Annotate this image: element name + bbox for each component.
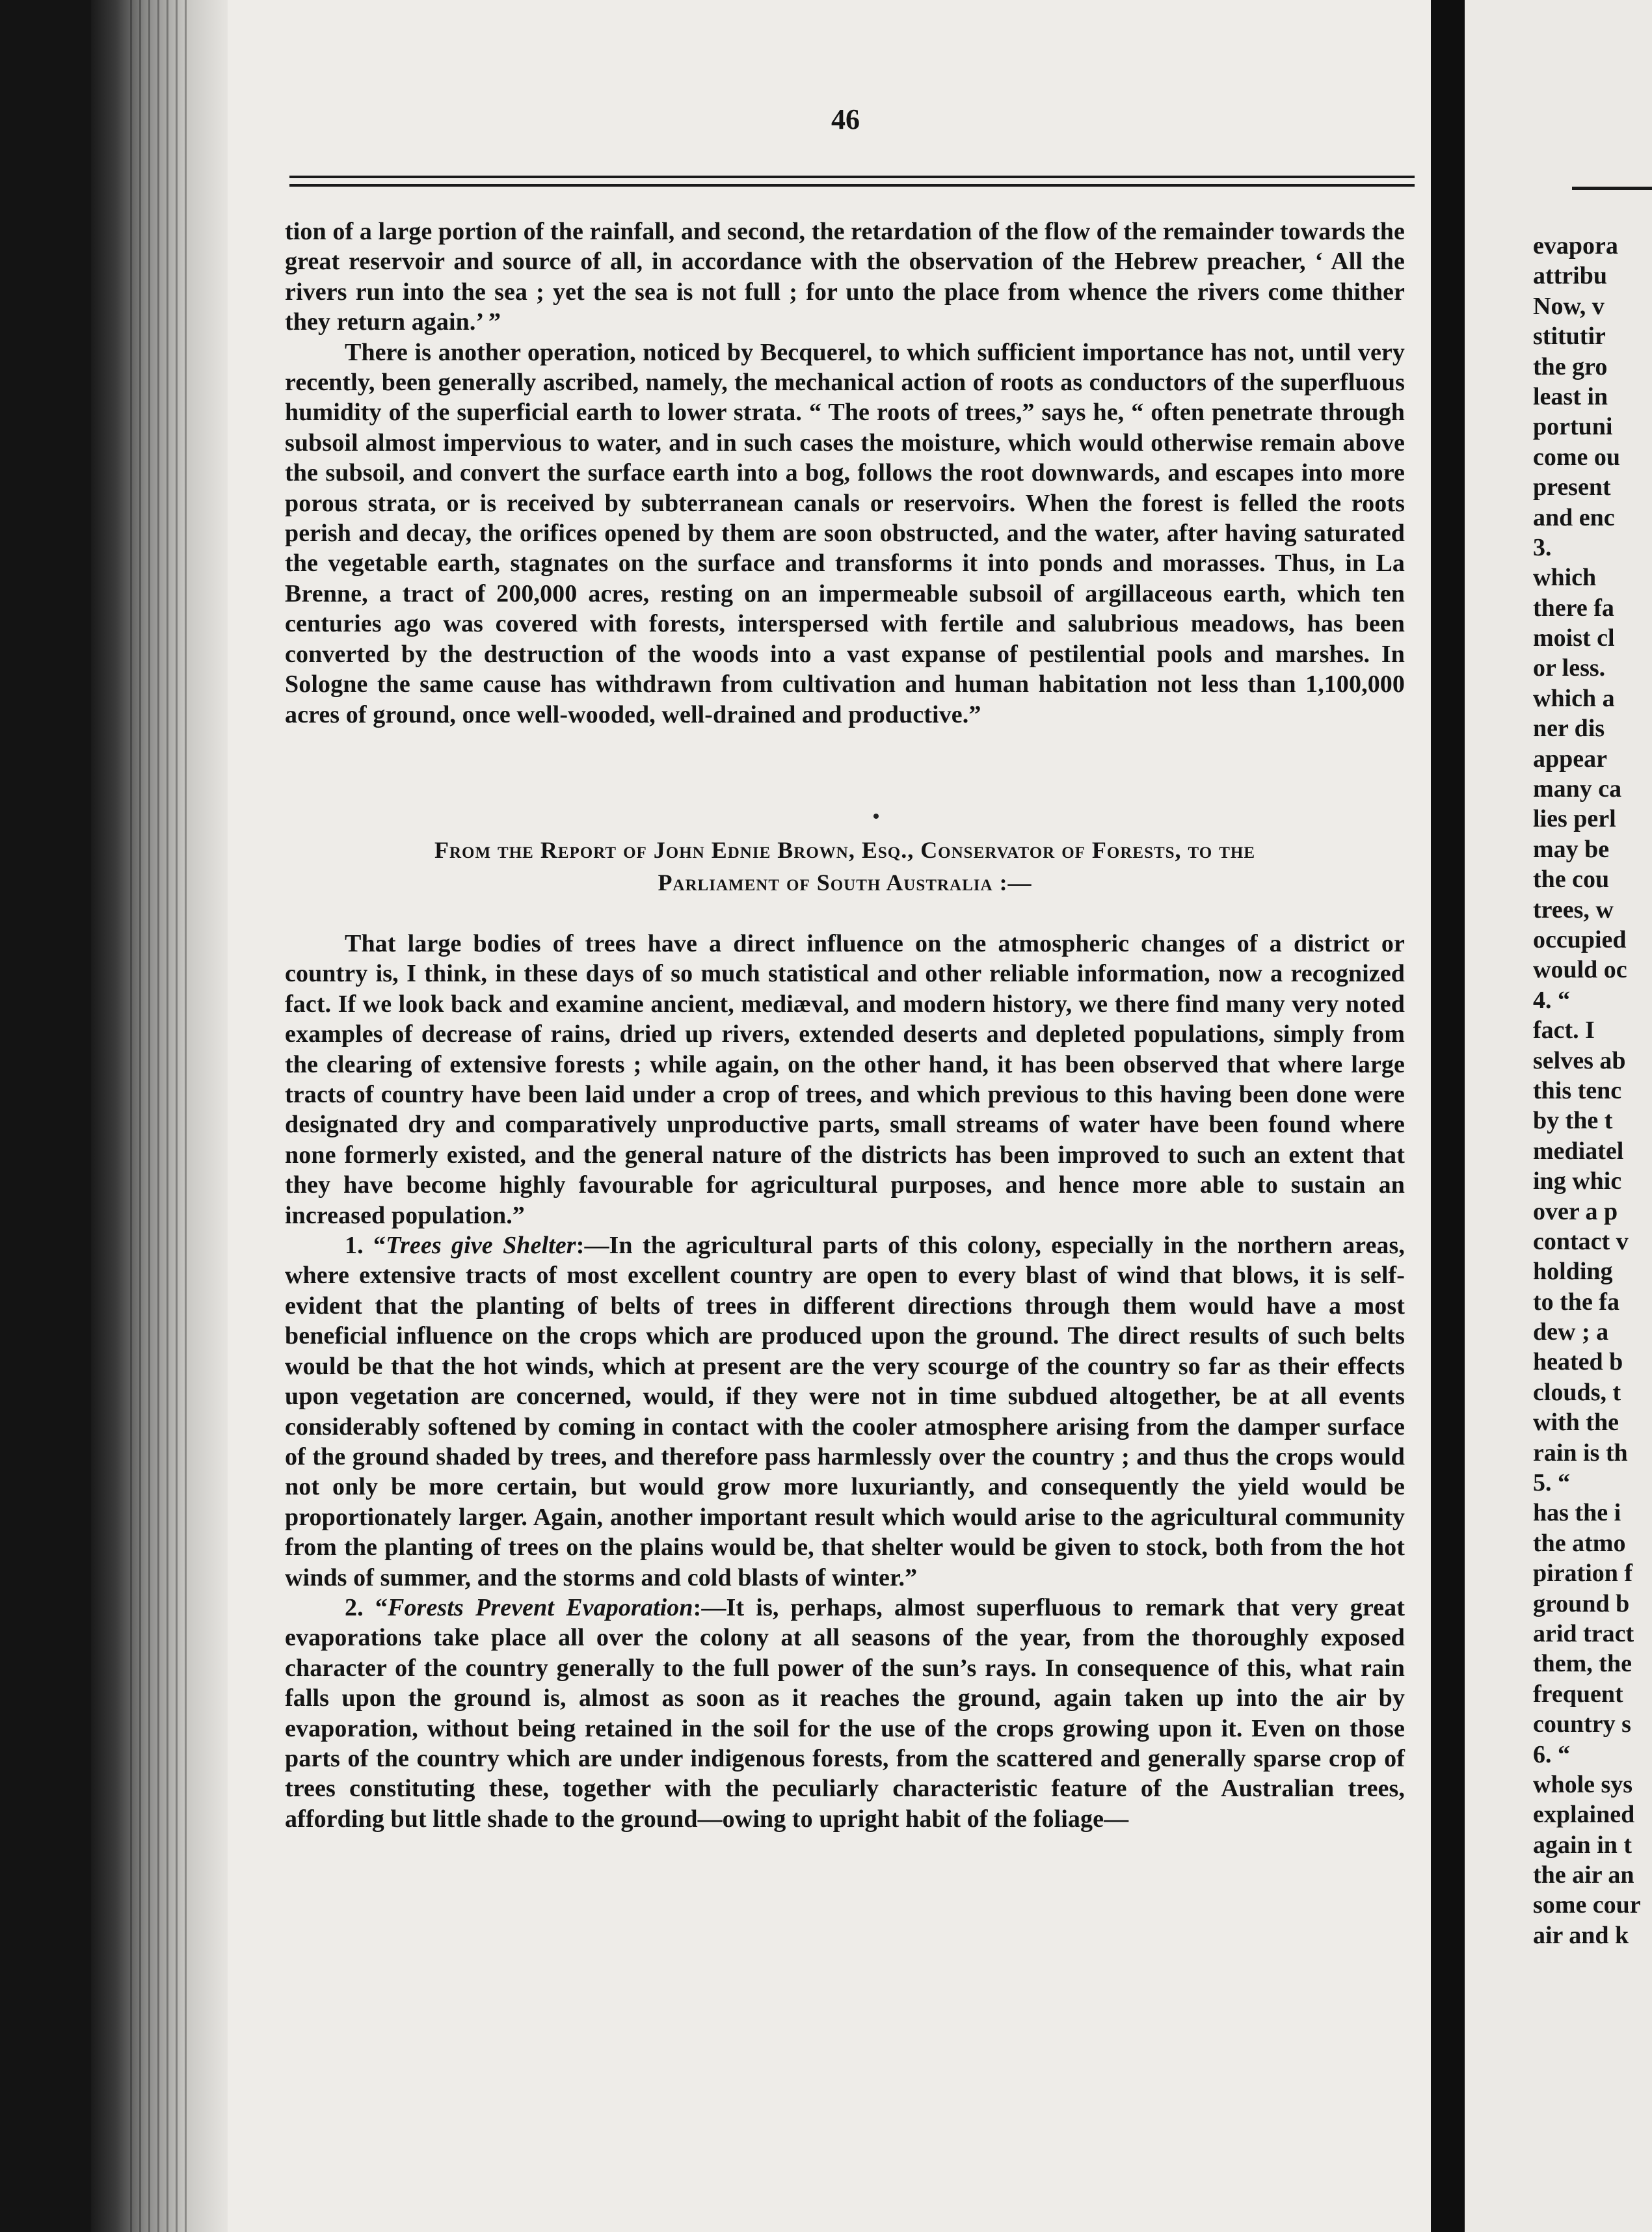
facing-line: may be: [1533, 835, 1610, 863]
facing-line: trees, w: [1533, 896, 1614, 923]
item-1-title: Trees give Shelter: [386, 1232, 576, 1260]
facing-line: moist cl: [1533, 624, 1615, 652]
item-2-text: :—It is, perhaps, almost superfluous to remark that very great evaporations take place all over the colony at all seasons of the year, from the thoroughly exposed character of the country generally to the full power of the sun’s rays. In consequence of this, what rain falls upon the ground is, almost as soon as it reaches the ground, again taken up into the air by evaporation, without being retained in the soil for the use of the crops growing upon it. Even on those parts of the country which are under indigenous forests, from the scattered and generally sparse crop of trees constituting these, together with the peculiarly characteristic feature of the Australian trees, affording but little shade to the ground—owing to upright habit of the foliage—: [285, 1593, 1405, 1833]
numbered-item-1: [285, 1230, 1405, 1593]
header-rule-top: [289, 176, 1415, 178]
facing-line: to the fa: [1533, 1288, 1619, 1316]
facing-line: holding: [1533, 1258, 1613, 1286]
facing-line: again in t: [1533, 1831, 1632, 1859]
facing-line: over a p: [1533, 1197, 1618, 1225]
facing-line: rain is th: [1533, 1439, 1628, 1467]
facing-line: attribu: [1533, 262, 1607, 290]
facing-line: 3.: [1533, 533, 1552, 561]
numbered-item-2: [285, 1593, 1405, 1834]
facing-line: with the: [1533, 1409, 1619, 1437]
facing-line: them, the: [1533, 1650, 1632, 1678]
facing-line: the gro: [1533, 352, 1608, 380]
item-1-number: 1. “: [345, 1232, 386, 1260]
facing-line: selves ab: [1533, 1046, 1626, 1074]
item-2-number: 2. “: [345, 1593, 388, 1621]
facing-line: there fa: [1533, 594, 1614, 622]
facing-line: has the i: [1533, 1499, 1621, 1527]
facing-line: which a: [1533, 684, 1615, 712]
facing-line: 5. “: [1533, 1469, 1570, 1497]
paragraph-continuation: tion of a large portion of the rainfall, and second, the retardation of the flow of the remainder towards the great reservoir and source of all, in accordance with the observation of the Hebrew preacher, ‘ All the rivers run into the sea ; yet the sea is not full ; for unto the place from whence the rivers come thither they return again.’ ”: [285, 218, 1405, 336]
text-block-bottom: [285, 929, 1405, 1834]
facing-line: portuni: [1533, 413, 1613, 441]
facing-line: the cou: [1533, 866, 1610, 894]
facing-line: come ou: [1533, 443, 1621, 471]
facing-line: the air an: [1533, 1861, 1634, 1889]
facing-line: dew ; a: [1533, 1318, 1609, 1346]
facing-line: or less.: [1533, 654, 1606, 682]
facing-line: frequent: [1533, 1680, 1623, 1708]
page-edge-shadow: [1431, 0, 1465, 2232]
item-2-title: Forests Prevent Evaporation: [388, 1593, 693, 1621]
facing-line: Now, v: [1533, 292, 1605, 320]
facing-line: country s: [1533, 1710, 1631, 1738]
facing-line: arid tract: [1533, 1619, 1634, 1647]
facing-line: clouds, t: [1533, 1378, 1621, 1406]
section-dot: [873, 814, 879, 819]
paragraph-becquerel: There is another operation, noticed by Becquerel, to which sufficient importance has not, until very recently, been generally ascribed, namely, the mechanical action of roots as conductors of the superfluous humidity of the superficial earth to lower strata. “ The roots of trees,” says he, “ often penetrate through subsoil almost impervious to water, and in such cases the moisture, which would otherwise remain above the subsoil, and convert the surface earth into a bog, follows the root downwards, and escapes into more porous strata, or is received by subterranean canals or reservoirs. When the forest is felled the roots perish and decay, the orifices opened by them are soon obstructed, and the water, after having saturated the vegetable earth, stagnates on the surface and transforms it into ponds and morasses. Thus, in La Brenne, a tract of 200,000 acres, resting on an impermeable subsoil of argillaceous earth, which ten centuries ago was covered with forests, interspersed with fertile and salubrious meadows, has been converted by the destruction of the woods into a vast expanse of pestilential pools and marshes. In Sologne the same cause has withdrawn from cultivation and human habitation not less than 1,100,000 acres of ground, once well-wooded, well-drained and productive.”: [285, 338, 1405, 728]
facing-line: ing whic: [1533, 1167, 1622, 1195]
facing-line: appear: [1533, 745, 1607, 773]
facing-line: lies perl: [1533, 805, 1616, 833]
facing-line: and enc: [1533, 503, 1615, 531]
facing-line: the atmo: [1533, 1529, 1626, 1557]
section-heading: [285, 834, 1405, 899]
facing-line: heated b: [1533, 1348, 1623, 1376]
facing-line: many ca: [1533, 775, 1622, 803]
facing-line: ner dis: [1533, 715, 1605, 743]
facing-line: some cour: [1533, 1891, 1641, 1919]
facing-line: this tenc: [1533, 1076, 1622, 1104]
facing-line: least in: [1533, 382, 1608, 410]
item-1-text: :—In the agricultural parts of this colony, especially in the northern areas, where extensive tracts of most excellent country are open to every blast of wind that blows, it is self-evident that the planting of belts of trees in different directions through them would have a most beneficial influence on the crops which are produced upon the ground. The direct results of such belts would be that the hot winds, which at present are the very scourge of the country so far as their effects upon vegetation are concerned, would, if they were not in time subdued altogether, be at all events considerably softened by coming in contact with the cooler atmosphere arising from the damper surface of the ground shaded by trees, and therefore pass harmlessly over the country ; and thus the crops would not only be more certain, but would grow more luxuriantly, and consequently the yield would be proportionately larger. Again, another important result which would arise to the agricultural community from the planting of trees on the plains would be, that shelter would be given to stock, both from the hot winds of summer, and the storms and cold blasts of winter.”: [285, 1232, 1405, 1591]
facing-line: explained: [1533, 1801, 1635, 1829]
page-number: 46: [831, 103, 860, 135]
facing-line: which: [1533, 564, 1597, 592]
facing-line: fact. I: [1533, 1016, 1595, 1044]
facing-line: ground b: [1533, 1589, 1630, 1617]
text-block-top: [285, 217, 1405, 730]
facing-line: evapora: [1533, 232, 1618, 259]
facing-line: by the t: [1533, 1107, 1613, 1135]
facing-line: would oc: [1533, 956, 1627, 984]
facing-line: stitutir: [1533, 323, 1606, 351]
facing-line: mediatel: [1533, 1137, 1624, 1165]
facing-page-rule: [1572, 187, 1652, 190]
facing-line: air and k: [1533, 1921, 1629, 1949]
heading-line-2: Parliament of South Australia :—: [658, 870, 1032, 896]
heading-line-1: From the Report of John Ednie Brown, Esq., Conservator of Forests, to the: [434, 837, 1256, 863]
facing-page: [1465, 0, 1652, 2232]
facing-line: whole sys: [1533, 1770, 1633, 1798]
paragraph-report-intro: That large bodies of trees have a direct influence on the atmospheric changes of a district or country is, I think, in these days of so much statistical and other reliable information, now a recognized fact. If we look back and examine ancient, mediæval, and modern history, we there find many very noted examples of decrease of rains, dried up rivers, extended deserts and depleted populations, simply from the clearing of extensive forests ; while again, on the other hand, it has been observed that where large tracts of country have been laid under a crop of trees, and which previous to this having been done were designated dry and comparatively unproductive parts, small streams of water have been found where none formerly existed, and the general nature of the districts has been improved to such an extent that they have become highly favourable for agricultural purposes, and hence more able to sustain an increased population.”: [285, 930, 1405, 1229]
facing-line: 4. “: [1533, 986, 1570, 1014]
facing-line: contact v: [1533, 1227, 1629, 1255]
binding-edge-lines: [130, 0, 189, 2232]
facing-page-text: [1533, 231, 1652, 1950]
facing-line: 6. “: [1533, 1740, 1570, 1768]
facing-line: present: [1533, 473, 1611, 501]
facing-line: piration f: [1533, 1560, 1633, 1588]
header-rule-bottom: [289, 184, 1415, 187]
facing-line: occupied: [1533, 925, 1627, 953]
